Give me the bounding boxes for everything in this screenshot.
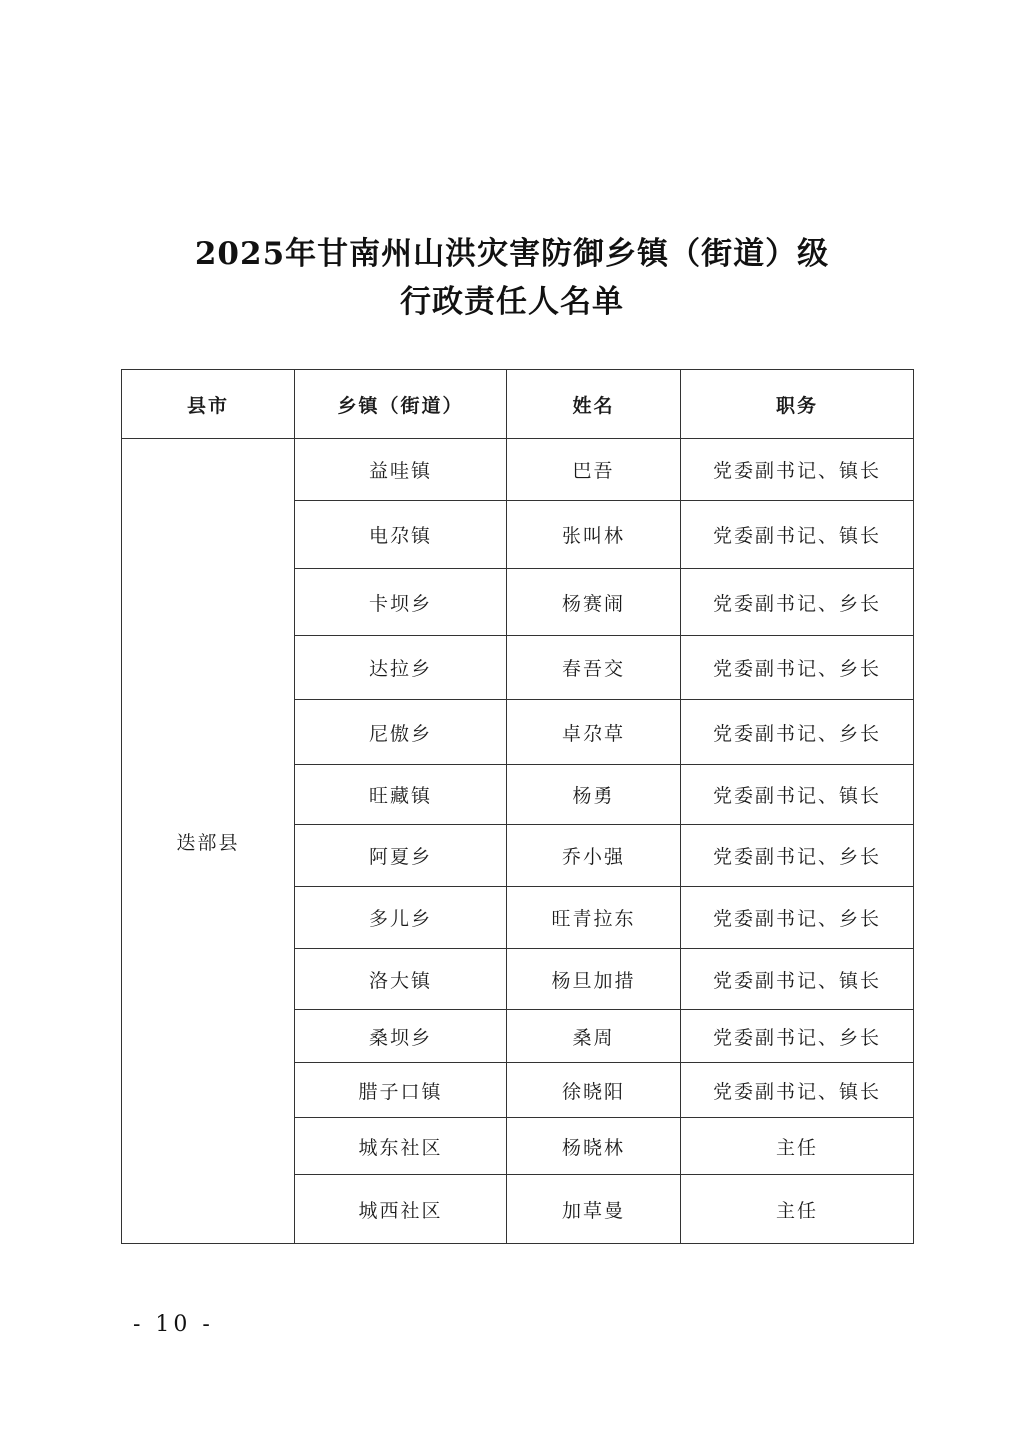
township-cell: 城东社区 <box>295 1118 507 1175</box>
name-cell: 杨旦加措 <box>507 949 681 1010</box>
name-cell: 巴吾 <box>507 439 681 501</box>
position-cell: 党委副书记、乡长 <box>681 700 914 765</box>
page-number: - 10 - <box>133 1312 214 1337</box>
name-cell: 桑周 <box>507 1010 681 1063</box>
township-cell: 电尕镇 <box>295 501 507 569</box>
township-cell: 达拉乡 <box>295 636 507 700</box>
position-cell: 党委副书记、镇长 <box>681 501 914 569</box>
position-cell: 党委副书记、乡长 <box>681 887 914 949</box>
county-cell: 迭部县 <box>122 439 295 1244</box>
township-cell: 阿夏乡 <box>295 825 507 887</box>
responsible-persons-table <box>121 369 914 1244</box>
township-cell: 多儿乡 <box>295 887 507 949</box>
township-cell: 尼傲乡 <box>295 700 507 765</box>
name-cell: 杨赛闹 <box>507 569 681 636</box>
name-cell: 张叫林 <box>507 501 681 569</box>
name-cell: 加草曼 <box>507 1175 681 1244</box>
position-cell: 党委副书记、镇长 <box>681 1063 914 1118</box>
document-title-line-2: 行政责任人名单 <box>400 284 624 320</box>
position-cell: 党委副书记、乡长 <box>681 1010 914 1063</box>
header-name: 姓名 <box>507 370 681 439</box>
township-cell: 桑坝乡 <box>295 1010 507 1063</box>
name-cell: 春吾交 <box>507 636 681 700</box>
position-cell: 党委副书记、乡长 <box>681 825 914 887</box>
township-cell: 城西社区 <box>295 1175 507 1244</box>
header-township: 乡镇（街道） <box>295 370 507 439</box>
position-cell: 党委副书记、镇长 <box>681 949 914 1010</box>
township-cell: 益哇镇 <box>295 439 507 501</box>
position-cell: 党委副书记、乡长 <box>681 569 914 636</box>
position-cell: 主任 <box>681 1175 914 1244</box>
header-county: 县市 <box>122 370 295 439</box>
table-row <box>122 439 914 501</box>
position-cell: 党委副书记、镇长 <box>681 439 914 501</box>
position-cell: 党委副书记、乡长 <box>681 636 914 700</box>
name-cell: 徐晓阳 <box>507 1063 681 1118</box>
name-cell: 卓尕草 <box>507 700 681 765</box>
document-title-line-1: 2025年甘南州山洪灾害防御乡镇（街道）级 <box>194 236 830 272</box>
position-cell: 党委副书记、镇长 <box>681 765 914 825</box>
township-cell: 洛大镇 <box>295 949 507 1010</box>
name-cell: 杨勇 <box>507 765 681 825</box>
name-cell: 乔小强 <box>507 825 681 887</box>
header-position: 职务 <box>681 370 914 439</box>
name-cell: 杨晓林 <box>507 1118 681 1175</box>
position-cell: 主任 <box>681 1118 914 1175</box>
township-cell: 卡坝乡 <box>295 569 507 636</box>
name-cell: 旺青拉东 <box>507 887 681 949</box>
township-cell: 旺藏镇 <box>295 765 507 825</box>
table-header-row <box>122 370 914 439</box>
township-cell: 腊子口镇 <box>295 1063 507 1118</box>
